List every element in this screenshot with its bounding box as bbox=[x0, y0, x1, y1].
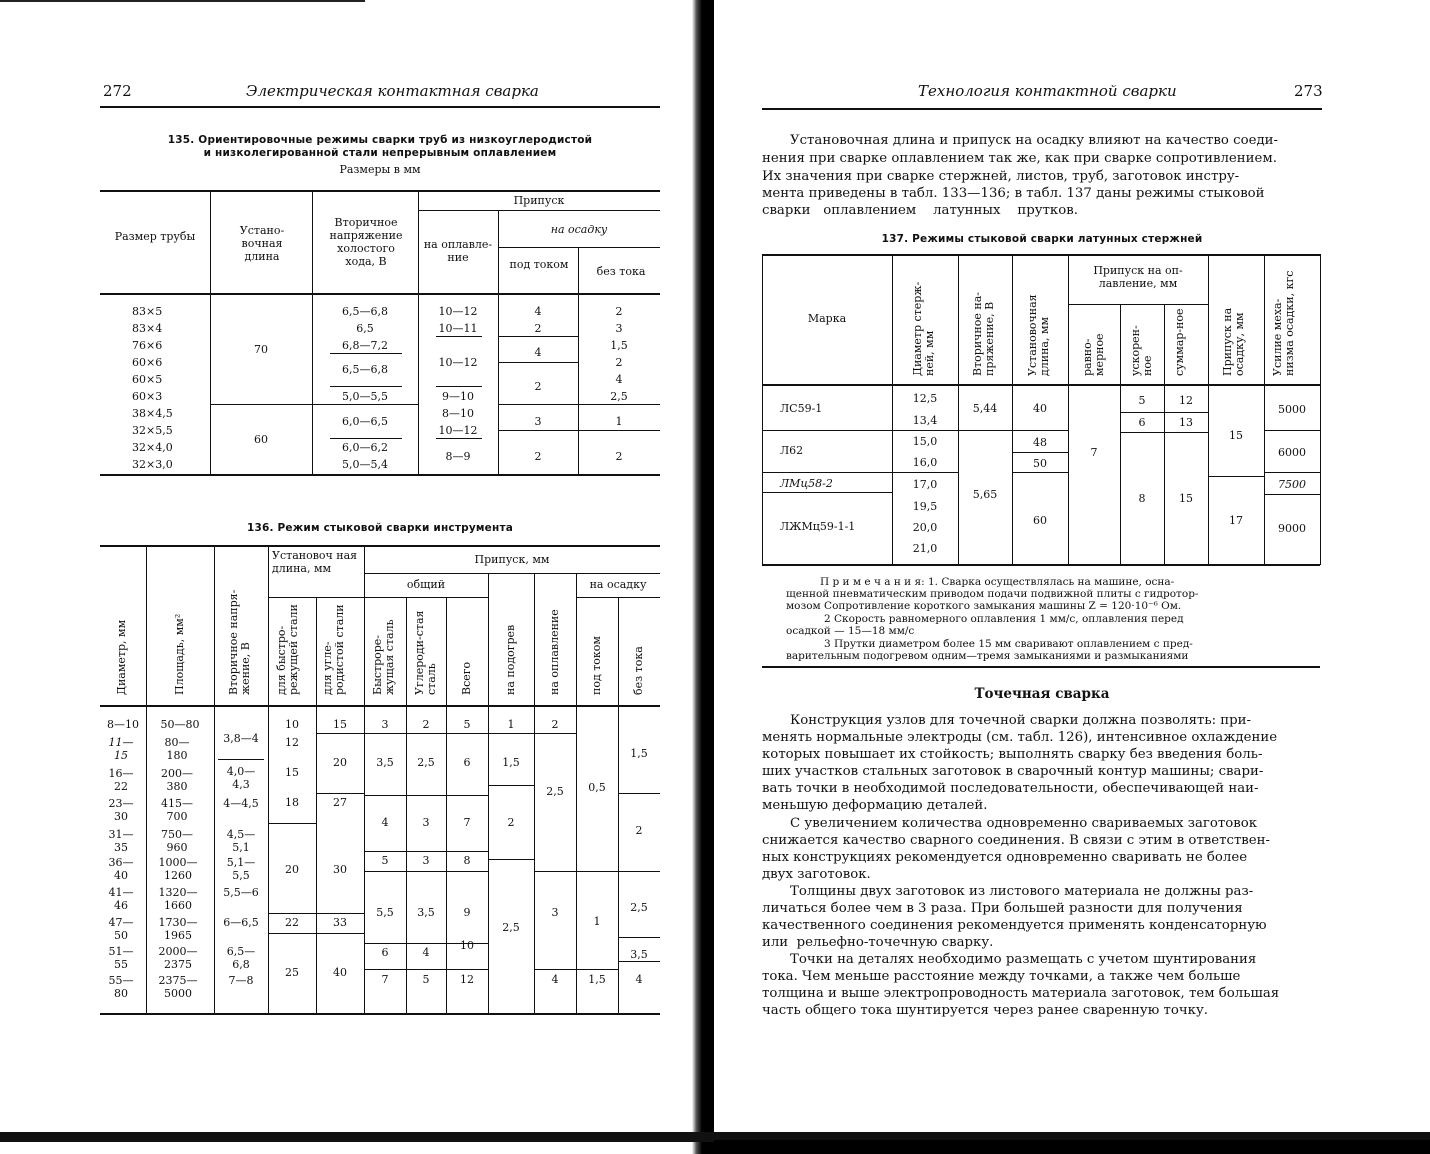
t135-melt: 9—10 bbox=[442, 390, 474, 403]
t137-total: 12 bbox=[1179, 394, 1193, 407]
t136-len-carbon: 33 bbox=[333, 916, 347, 929]
t137-h-upset: Припуск на осадку, мм bbox=[1221, 307, 1246, 376]
t137-force: 6000 bbox=[1278, 446, 1306, 459]
body-line: часть общего тока шунтируется через ранее сваренную точку. bbox=[762, 1003, 1209, 1018]
t135-voltage: 6,5—6,8 bbox=[342, 305, 388, 318]
t135-h-with-current: под током bbox=[509, 258, 569, 271]
body-line: меньшую деформацию деталей. bbox=[762, 798, 988, 813]
right-running-title: Технология контактной сварки bbox=[918, 82, 1177, 100]
t136-h-no-current: без тока bbox=[632, 646, 645, 695]
t136-melt: 2 bbox=[551, 718, 559, 731]
t135-h-voltage: Вторичное напряжение холостого хода, В bbox=[329, 216, 403, 268]
t135-upset-current: 2 bbox=[534, 450, 542, 463]
body-line: Конструкция узлов для точечной сварки должна позволять: при- bbox=[790, 713, 1252, 728]
bottom-edge-band-right bbox=[714, 1140, 1430, 1154]
t136-voltage: 5,1—5,5 bbox=[226, 856, 256, 882]
t136-carbon: 4 bbox=[422, 946, 430, 959]
t135-voltage: 6,0—6,5 bbox=[342, 415, 388, 428]
t136-carbon: 3,5 bbox=[417, 906, 435, 919]
t137-h-melt: Припуск на оп-лавление, мм bbox=[1093, 264, 1183, 290]
t136-len-fast: 18 bbox=[285, 796, 299, 809]
t137-voltage: 5,65 bbox=[972, 488, 998, 501]
t137-diameter: 12,5 bbox=[912, 392, 938, 405]
t136-diameter: 36—40 bbox=[108, 856, 134, 882]
intro-line: нения при сварке оплавлением так же, как при сварке сопротивлением. bbox=[762, 151, 1277, 166]
t136-under-current: 1 bbox=[593, 915, 601, 928]
t135-melt: 10—12 bbox=[438, 305, 478, 318]
t137-note: П р и м е ч а н и я: 1. Сварка осуществлялась на машине, осна- bbox=[820, 576, 1175, 588]
t136-fast: 4 bbox=[381, 816, 389, 829]
t135-upset-nocurrent: 2 bbox=[615, 356, 623, 369]
t137-h-force: Усилие меха-низма осадки, кгс bbox=[1271, 270, 1296, 376]
t135-length: 70 bbox=[254, 343, 268, 356]
t137-diameter: 15,0 bbox=[912, 435, 938, 448]
t135-h-without-current: без тока bbox=[596, 265, 646, 278]
t135-size: 32×3,0 bbox=[132, 458, 173, 471]
t136-diameter: 55—80 bbox=[108, 974, 134, 1000]
t135-upset-nocurrent: 3 bbox=[615, 322, 623, 335]
t137-total: 15 bbox=[1179, 492, 1193, 505]
t136-area: 1000—1260 bbox=[158, 856, 198, 882]
body-line: личаться более чем в 3 раза. При большей разности для получения bbox=[762, 901, 1243, 916]
t136-no-current: 4 bbox=[635, 973, 643, 986]
t136-diameter: 16—22 bbox=[108, 767, 134, 793]
t135-upset-nocurrent: 4 bbox=[615, 373, 623, 386]
t135-upset-current: 4 bbox=[534, 305, 542, 318]
t136-voltage: 7—8 bbox=[228, 974, 254, 987]
t136-carbon: 2 bbox=[422, 718, 430, 731]
t137-mark: Л62 bbox=[780, 444, 804, 457]
body-line: толщина и выше электропроводность материала заготовок, тем большая bbox=[762, 986, 1280, 1001]
left-header-rule bbox=[100, 106, 660, 108]
body-line: вать точки в необходимой последовательности, обеспечивающей наи- bbox=[762, 781, 1259, 796]
body-line: С увеличением количества одновременно свариваемых заготовок bbox=[790, 816, 1258, 831]
t137-length: 50 bbox=[1033, 457, 1047, 470]
t137-h-diameter: Диаметр стерж-ней, мм bbox=[911, 281, 936, 376]
t137-note: осадкой — 15—18 мм/с bbox=[786, 625, 915, 637]
t136-h-sum: Всего bbox=[460, 661, 473, 695]
t137-diameter: 17,0 bbox=[912, 478, 938, 491]
t136-h-heat: на подогрев bbox=[504, 624, 517, 695]
t136-carbon: 3 bbox=[422, 854, 430, 867]
t136-carbon: 5 bbox=[422, 973, 430, 986]
t137-force: 7500 bbox=[1278, 478, 1306, 491]
t135-h-size: Размер трубы bbox=[114, 230, 196, 243]
t136-fast: 5 bbox=[381, 854, 389, 867]
t136-h-carbon-steel: для угле-родистой стали bbox=[321, 604, 346, 695]
t137-mark: ЛС59-1 bbox=[780, 402, 823, 415]
t136-no-current: 1,5 bbox=[630, 747, 648, 760]
t137-accel: 6 bbox=[1138, 416, 1146, 429]
table136 bbox=[100, 545, 660, 1015]
t136-len-carbon: 27 bbox=[333, 796, 347, 809]
t136-diameter: 41—46 bbox=[108, 886, 134, 912]
body-line: или рельефно-точечную сварку. bbox=[762, 935, 994, 950]
t136-voltage: 4—4,5 bbox=[223, 797, 259, 810]
table135 bbox=[100, 190, 660, 476]
t136-area: 750—960 bbox=[161, 828, 193, 854]
t136-sum: 7 bbox=[463, 816, 471, 829]
t136-sum: 8 bbox=[463, 854, 471, 867]
t136-diameter: 47—50 bbox=[108, 916, 134, 942]
t136-len-carbon: 15 bbox=[333, 718, 347, 731]
body-line: двух заготовок. bbox=[762, 867, 871, 882]
t135-upset-current: 2 bbox=[534, 380, 542, 393]
t136-len-fast: 20 bbox=[285, 863, 299, 876]
t135-melt: 10—11 bbox=[438, 322, 478, 335]
t135-size: 32×4,0 bbox=[132, 441, 173, 454]
t136-heat: 2 bbox=[507, 816, 515, 829]
t136-area: 50—80 bbox=[160, 718, 200, 731]
t136-fast: 6 bbox=[381, 946, 389, 959]
t136-voltage: 6,5—6,8 bbox=[226, 945, 256, 971]
body-line: ших участков стальных заготовок в сварочный контур машины; свари- bbox=[762, 764, 1264, 779]
t136-sum: 10 bbox=[460, 939, 474, 952]
t136-no-current: 2 bbox=[635, 824, 643, 837]
t135-upset-nocurrent: 2 bbox=[615, 305, 623, 318]
t136-fast: 3,5 bbox=[376, 756, 394, 769]
t136-under-current: 1,5 bbox=[588, 973, 606, 986]
t137-diameter: 13,4 bbox=[912, 414, 938, 427]
left-running-title: Электрическая контактная сварка bbox=[246, 82, 539, 100]
t137-upset: 15 bbox=[1229, 429, 1243, 442]
intro-line: мента приведены в табл. 133—136; в табл. 137 даны режимы стыковой bbox=[762, 186, 1265, 201]
t136-area: 1320—1660 bbox=[158, 886, 198, 912]
t135-h-upset: на осадку bbox=[550, 223, 608, 236]
t135-melt: 8—9 bbox=[445, 450, 471, 463]
t137-note: мозом Сопротивление короткого замыкания машины Z = 120·10⁻⁶ Ом. bbox=[786, 600, 1182, 612]
t136-h-area: Площадь, мм² bbox=[173, 613, 186, 695]
t137-h-total: суммар-ное bbox=[1173, 308, 1186, 376]
t137-total: 13 bbox=[1179, 416, 1193, 429]
body-line: менять нормальные электроды (см. табл. 126), интенсивное охлаждение bbox=[762, 730, 1278, 745]
t136-len-fast: 10 bbox=[285, 718, 299, 731]
t136-h-melt: на оплавление bbox=[548, 609, 561, 695]
intro-line: сварки оплавлением латунных прутков. bbox=[762, 203, 1078, 218]
body-line: снижается качество сварного соединения. В связи с этим в ответствен- bbox=[762, 833, 1271, 848]
t135-upset-nocurrent: 2 bbox=[615, 450, 623, 463]
t136-voltage: 3,8—4 bbox=[223, 732, 259, 745]
t136-area: 2375—5000 bbox=[158, 974, 198, 1000]
right-header-rule bbox=[762, 108, 1322, 110]
t135-upset-current: 3 bbox=[534, 415, 542, 428]
t137-diameter: 16,0 bbox=[912, 456, 938, 469]
t135-size: 83×4 bbox=[132, 322, 163, 335]
t136-no-current: 2,5 bbox=[630, 901, 648, 914]
t137-note: 3 Прутки диаметром более 15 мм сваривают оплавлением с пред- bbox=[824, 638, 1193, 650]
t136-heat: 1,5 bbox=[502, 756, 520, 769]
t135-voltage: 5,0—5,5 bbox=[342, 390, 388, 403]
top-edge-line bbox=[0, 0, 365, 2]
t135-melt: 10—12 bbox=[438, 424, 478, 437]
t135-size: 38×4,5 bbox=[132, 407, 173, 420]
t136-heat: 2,5 bbox=[502, 921, 520, 934]
t136-heat: 1 bbox=[507, 718, 515, 731]
table137 bbox=[762, 254, 1320, 669]
t137-length: 48 bbox=[1033, 436, 1047, 449]
t136-h-fast: Быстроре-жущая сталь bbox=[371, 619, 396, 695]
t135-voltage: 5,0—5,4 bbox=[342, 458, 388, 471]
t136-diameter: 31—35 bbox=[108, 828, 134, 854]
table135-caption-line2: и низколегированной стали непрерывным оплавлением bbox=[203, 147, 557, 159]
t137-h-accel: ускорен-ное bbox=[1129, 325, 1154, 376]
t136-h-fast-steel: для быстро-режущей стали bbox=[275, 604, 300, 695]
t135-voltage: 6,8—7,2 bbox=[342, 339, 388, 352]
t135-size: 83×5 bbox=[132, 305, 163, 318]
t135-size: 76×6 bbox=[132, 339, 163, 352]
t135-voltage: 6,5 bbox=[356, 322, 374, 335]
right-page-number: 273 bbox=[1294, 82, 1323, 100]
section-title: Точечная сварка bbox=[974, 686, 1110, 702]
t136-h-diameter: Диаметр, мм bbox=[115, 619, 128, 695]
t136-len-fast: 15 bbox=[285, 766, 299, 779]
t136-area: 1730—1965 bbox=[158, 916, 198, 942]
t136-no-current: 3,5 bbox=[630, 948, 648, 961]
t135-upset-nocurrent: 2,5 bbox=[610, 390, 628, 403]
t135-size: 60×5 bbox=[132, 373, 163, 386]
t136-fast: 7 bbox=[381, 973, 389, 986]
t136-melt: 3 bbox=[551, 906, 559, 919]
t137-h-voltage: Вторичное на-пряжение, В bbox=[971, 291, 996, 376]
t136-melt: 2,5 bbox=[546, 785, 564, 798]
t136-area: 200—380 bbox=[161, 767, 193, 793]
t135-upset-current: 4 bbox=[534, 346, 542, 359]
body-line: тока. Чем меньше расстояние между точками, а также чем больше bbox=[762, 969, 1241, 984]
t135-upset-current: 2 bbox=[534, 322, 542, 335]
t136-h-carbon: Углероди-стая сталь bbox=[413, 610, 438, 695]
t137-accel: 5 bbox=[1138, 394, 1146, 407]
t136-sum: 5 bbox=[463, 718, 471, 731]
book-spine-shadow bbox=[692, 0, 714, 1154]
t137-diameter: 20,0 bbox=[912, 521, 938, 534]
t136-voltage: 4,5—5,1 bbox=[226, 828, 256, 854]
t136-area: 415—700 bbox=[161, 797, 193, 823]
t135-size: 60×6 bbox=[132, 356, 163, 369]
t137-note: варительным подогревом одним—тремя замыканиями и размыканиями bbox=[786, 650, 1189, 662]
intro-line: Их значения при сварке стержней, листов, труб, заготовок инстру- bbox=[762, 169, 1240, 184]
t135-size: 60×3 bbox=[132, 390, 163, 403]
t135-h-length: Устано-вочная длина bbox=[239, 224, 285, 263]
t137-force: 9000 bbox=[1278, 522, 1306, 535]
t136-voltage: 4,0—4,3 bbox=[226, 765, 256, 791]
t135-upset-nocurrent: 1,5 bbox=[610, 339, 628, 352]
t136-h-voltage: Вторичное напря-жение, В bbox=[227, 589, 252, 695]
t137-mark: ЛМц58-2 bbox=[780, 477, 833, 490]
t135-h-melt: на оплавле-ние bbox=[423, 238, 493, 264]
t136-len-fast: 22 bbox=[285, 916, 299, 929]
t136-carbon: 2,5 bbox=[417, 756, 435, 769]
body-line: Точки на деталях необходимо размещать с учетом шунтирования bbox=[790, 952, 1257, 967]
t137-uniform: 7 bbox=[1090, 446, 1098, 459]
t135-melt: 10—12 bbox=[438, 356, 478, 369]
t137-diameter: 21,0 bbox=[912, 542, 938, 555]
t137-mark: ЛЖМц59-1-1 bbox=[780, 520, 856, 533]
t135-length: 60 bbox=[254, 433, 268, 446]
left-page-number: 272 bbox=[103, 82, 132, 100]
table135-units: Размеры в мм bbox=[339, 163, 421, 176]
t136-h-total: общий bbox=[406, 578, 446, 591]
t136-h-length: Установоч ная длина, мм bbox=[272, 549, 358, 575]
t135-voltage: 6,0—6,2 bbox=[342, 441, 388, 454]
t136-len-carbon: 20 bbox=[333, 756, 347, 769]
t135-h-allowance: Припуск bbox=[513, 194, 565, 207]
t137-h-uniform: равно-мерное bbox=[1081, 333, 1106, 376]
t137-length: 60 bbox=[1033, 514, 1047, 527]
body-line: качественного соединения рекомендуется применять конденсаторную bbox=[762, 918, 1267, 933]
t137-voltage: 5,44 bbox=[972, 402, 998, 415]
t136-sum: 12 bbox=[460, 973, 474, 986]
t136-fast: 3 bbox=[381, 718, 389, 731]
t135-upset-nocurrent: 1 bbox=[615, 415, 623, 428]
t137-note: щенной пневматическим приводом подачи подвижной плиты с гидротор- bbox=[786, 588, 1199, 600]
t136-area: 2000—2375 bbox=[158, 945, 198, 971]
t136-len-fast: 25 bbox=[285, 966, 299, 979]
body-line: которых повышает их стойкость; выполнять сварку без введения боль- bbox=[762, 747, 1263, 762]
t136-fast: 5,5 bbox=[376, 906, 394, 919]
t137-length: 40 bbox=[1033, 402, 1047, 415]
t136-voltage: 6—6,5 bbox=[223, 916, 259, 929]
t136-diameter: 51—55 bbox=[108, 945, 134, 971]
t136-sum: 6 bbox=[463, 756, 471, 769]
t135-voltage: 6,5—6,8 bbox=[342, 363, 388, 376]
t136-carbon: 3 bbox=[422, 816, 430, 829]
t137-accel: 8 bbox=[1138, 492, 1146, 505]
t136-diameter: 8—10 bbox=[107, 718, 139, 731]
t136-h-under-current: под током bbox=[590, 636, 603, 695]
t136-h-allowance: Припуск, мм bbox=[474, 553, 550, 566]
t136-len-carbon: 30 bbox=[333, 863, 347, 876]
t136-diameter: 23—30 bbox=[108, 797, 134, 823]
t135-melt: 8—10 bbox=[442, 407, 474, 420]
table136-caption: 136. Режим стыковой сварки инструмента bbox=[246, 522, 514, 534]
t137-diameter: 19,5 bbox=[912, 500, 938, 513]
body-line: Толщины двух заготовок из листового материала не должны раз- bbox=[790, 884, 1254, 899]
table135-caption-line1: 135. Ориентировочные режимы сварки труб из низкоуглеродистой bbox=[167, 134, 593, 146]
t136-under-current: 0,5 bbox=[588, 781, 606, 794]
table137-caption: 137. Режимы стыковой сварки латунных стержней bbox=[881, 233, 1203, 245]
t136-voltage: 5,5—6 bbox=[223, 886, 259, 899]
t137-h-mark: Марка bbox=[807, 312, 847, 325]
t136-len-fast: 12 bbox=[285, 736, 299, 749]
intro-line: Установочная длина и припуск на осадку влияют на качество соеди- bbox=[790, 133, 1278, 148]
t137-note: 2 Скорость равномерного оплавления 1 мм/с, оплавления перед bbox=[824, 613, 1184, 625]
t136-area: 80—180 bbox=[164, 736, 190, 762]
t137-upset: 17 bbox=[1229, 514, 1243, 527]
body-line: ных конструкциях рекомендуется одновременно сваривать не более bbox=[762, 850, 1248, 865]
t136-diameter: 11—15 bbox=[108, 736, 134, 762]
t137-force: 5000 bbox=[1278, 403, 1306, 416]
t136-h-upset: на осадку bbox=[589, 578, 647, 591]
t137-h-length: Установочная длина, мм bbox=[1026, 294, 1051, 376]
t136-sum: 9 bbox=[463, 906, 471, 919]
t136-melt: 4 bbox=[551, 973, 559, 986]
t135-size: 32×5,5 bbox=[132, 424, 173, 437]
t136-len-carbon: 40 bbox=[333, 966, 347, 979]
